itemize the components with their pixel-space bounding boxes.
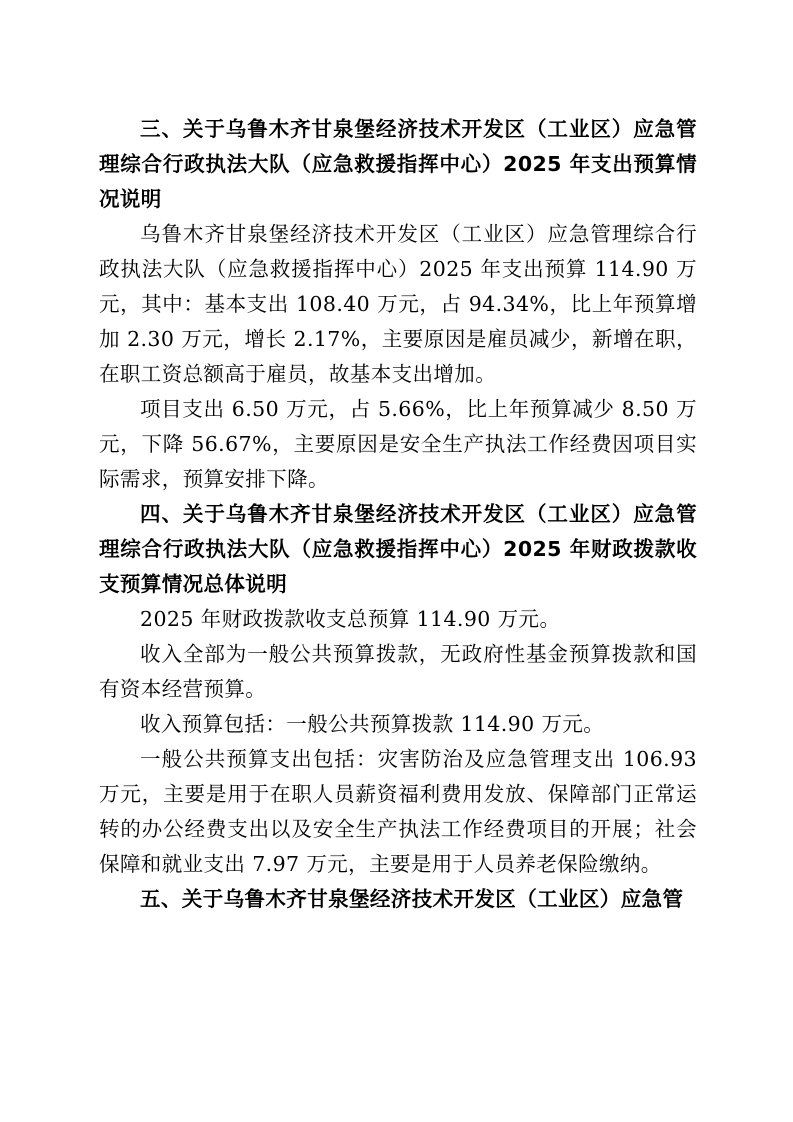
section-heading-5: 五、关于乌鲁木齐甘泉堡经济技术开发区（工业区）应急管 xyxy=(140,887,684,911)
paragraph-income-budget: 收入预算包括：一般公共预算拨款 114.90 万元。 xyxy=(140,712,605,736)
document-body xyxy=(99,112,697,917)
paragraph-total-budget: 2025 年财政拨款收支总预算 114.90 万元。 xyxy=(140,607,561,631)
section-heading-3: 三、关于乌鲁木齐甘泉堡经济技术开发区（工业区）应急管理综合行政执法大队（应急救援指挥中心）2025 年支出预算情况说明 xyxy=(99,117,697,211)
paragraph-project-expenditure: 项目支出 6.50 万元，占 5.66%，比上年预算减少 8.50 万元，下降 56.67%，主要原因是安全生产执法工作经费因项目实际需求，预算安排下降。 xyxy=(99,397,697,491)
section-heading-4: 四、关于乌鲁木齐甘泉堡经济技术开发区（工业区）应急管理综合行政执法大队（应急救援指挥中心）2025 年财政拨款收支预算情况总体说明 xyxy=(99,502,697,596)
paragraph-income-composition: 收入全部为一般公共预算拨款，无政府性基金预算拨款和国有资本经营预算。 xyxy=(99,642,697,701)
paragraph-public-budget-expenditure: 一般公共预算支出包括：灾害防治及应急管理支出 106.93 万元，主要是用于在职人员薪资福利费用发放、保障部门正常运转的办公经费支出以及安全生产执法工作经费项目的开展；社会保障和就业支出 7.97 万元，主要是用于人员养老保险缴纳。 xyxy=(99,747,697,876)
paragraph-expenditure-budget: 乌鲁木齐甘泉堡经济技术开发区（工业区）应急管理综合行政执法大队（应急救援指挥中心）2025 年支出预算 114.90 万元，其中：基本支出 108.40 万元，占 94.34%，比上年预算增加 2.30 万元，增长 2.17%，主要原因是雇员减少，新增在职，在职工资总额高于雇员，故基本支出增加。 xyxy=(99,222,697,386)
